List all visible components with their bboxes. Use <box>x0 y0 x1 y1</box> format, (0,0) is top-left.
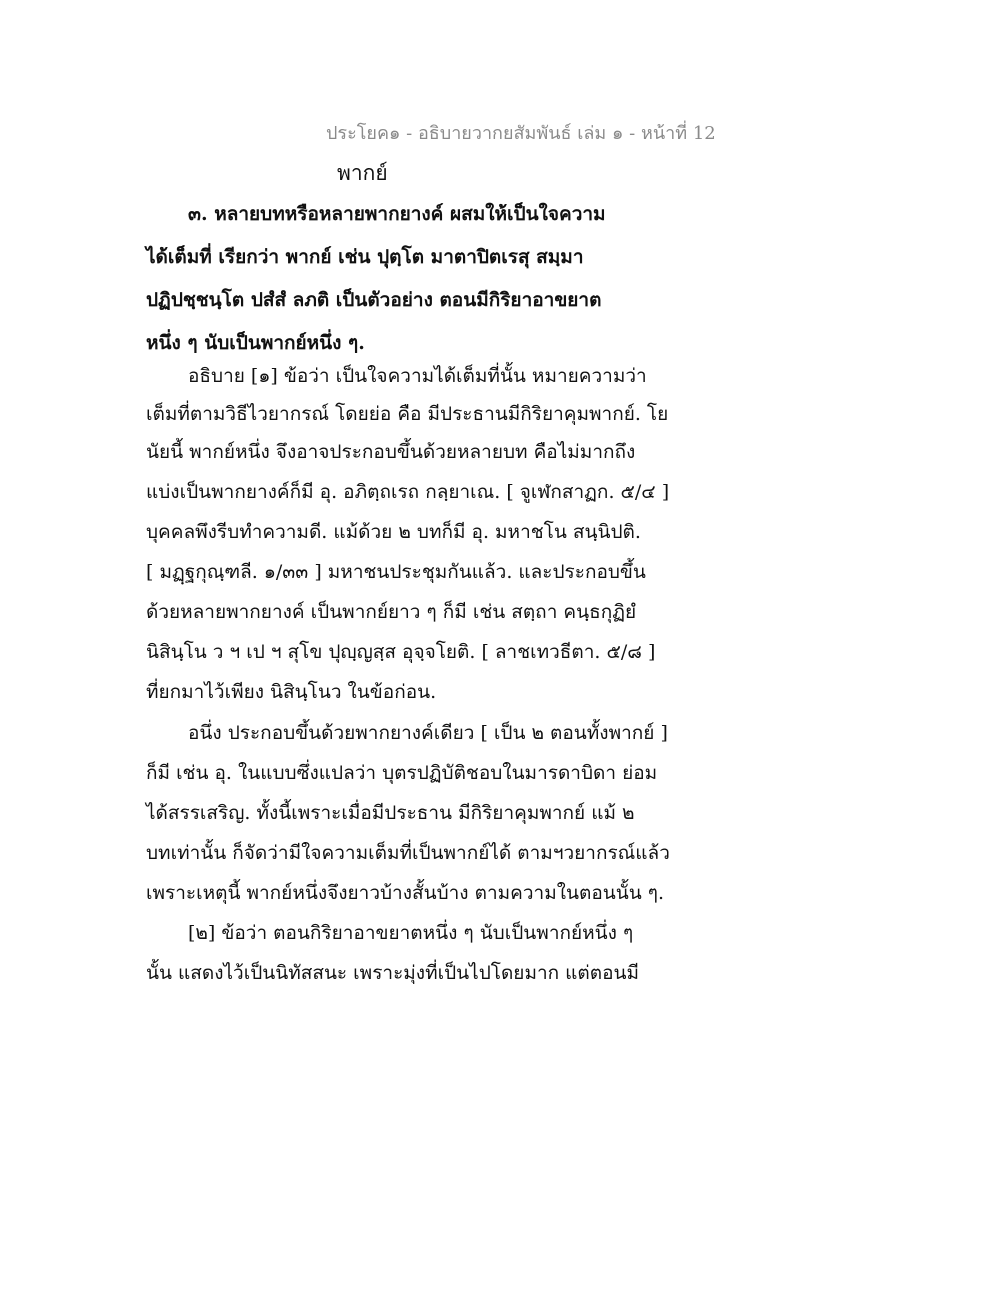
rule-line: หนึ่ง ๆ นับเป็นพากย์หนึ่ง ๆ. <box>146 332 365 354</box>
paragraph-line: บุคคลพึงรีบทำความดี. แม้ด้วย ๒ บทก็มี อุ. มหาชโน สนฺนิปติ. <box>146 521 641 543</box>
paragraph-line: ด้วยหลายพากยางค์ เป็นพากย์ยาว ๆ ก็มี เช่น สตฺถา คนฺธกุฏิยํ <box>146 601 637 623</box>
rule-line: ปฏิปชฺชนฺโต ปสํสํ ลภติ เป็นตัวอย่าง ตอนมีกิริยาอาขยาต <box>146 289 602 311</box>
running-header: ประโยค๑ - อธิบายวากยสัมพันธ์ เล่ม ๑ - หน้าที่ 12 <box>326 123 716 144</box>
paragraph-line: อนึ่ง ประกอบขึ้นด้วยพากยางค์เดียว [ เป็น ๒ ตอนทั้งพากย์ ] <box>188 722 668 744</box>
paragraph-line: ก็มี เช่น อุ. ในแบบซึ่งแปลว่า บุตรปฏิบัติชอบในมารดาบิดา ย่อม <box>146 762 658 784</box>
paragraph-line: ที่ยกมาไว้เพียง นิสินฺโนว ในข้อก่อน. <box>146 681 437 703</box>
paragraph-line: แบ่งเป็นพากยางค์ก็มี อุ. อภิตฺถเรถ กลฺยาเณ. [ จูเฬกสาฏก. ๕/๔ ] <box>146 481 670 503</box>
rule-line: ๓. หลายบทหรือหลายพากยางค์ ผสมให้เป็นใจความ <box>188 203 606 225</box>
paragraph-line: นัยนี้ พากย์หนึ่ง จึงอาจประกอบขึ้นด้วยหลายบท คือไม่มากถึง <box>146 441 636 463</box>
paragraph-line: นั้น แสดงไว้เป็นนิทัสสนะ เพราะมุ่งที่เป็นไปโดยมาก แต่ตอนมี <box>146 962 640 984</box>
paragraph-line: [๒] ข้อว่า ตอนกิริยาอาขยาตหนึ่ง ๆ นับเป็นพากย์หนึ่ง ๆ <box>188 922 634 944</box>
paragraph-line: บทเท่านั้น ก็จัดว่ามีใจความเต็มที่เป็นพากย์ได้ ตามฯวยากรณ์แล้ว <box>146 842 670 864</box>
section-label: พากย์ <box>337 161 388 185</box>
paragraph-line: เต็มที่ตามวิธีไวยากรณ์ โดยย่อ คือ มีประธานมีกิริยาคุมพากย์. โย <box>146 403 669 425</box>
paragraph-line: เพราะเหตุนี้ พากย์หนึ่งจึงยาวบ้างสั้นบ้าง ตามความในตอนนั้น ๆ. <box>146 882 664 904</box>
paragraph-line: ได้สรรเสริญ. ทั้งนี้เพราะเมื่อมีประธาน มีกิริยาคุมพากย์ แม้ ๒ <box>146 802 635 824</box>
paragraph-line: นิสินฺโน ว ฯ เป ฯ สุโข ปุญฺญสฺส อุจฺจโยติ. [ ลาชเทวธีตา. ๕/๘ ] <box>146 641 656 663</box>
paragraph-line: [ มฏฺฐกุณฺฑลี. ๑/๓๓ ] มหาชนประชุมกันแล้ว. และประกอบขึ้น <box>146 561 646 583</box>
rule-line: ได้เต็มที่ เรียกว่า พากย์ เช่น ปุตฺโต มาตาปิตเรสุ สมฺมา <box>146 246 584 268</box>
paragraph-line: อธิบาย [๑] ข้อว่า เป็นใจความได้เต็มที่นั้น หมายความว่า <box>188 365 647 387</box>
